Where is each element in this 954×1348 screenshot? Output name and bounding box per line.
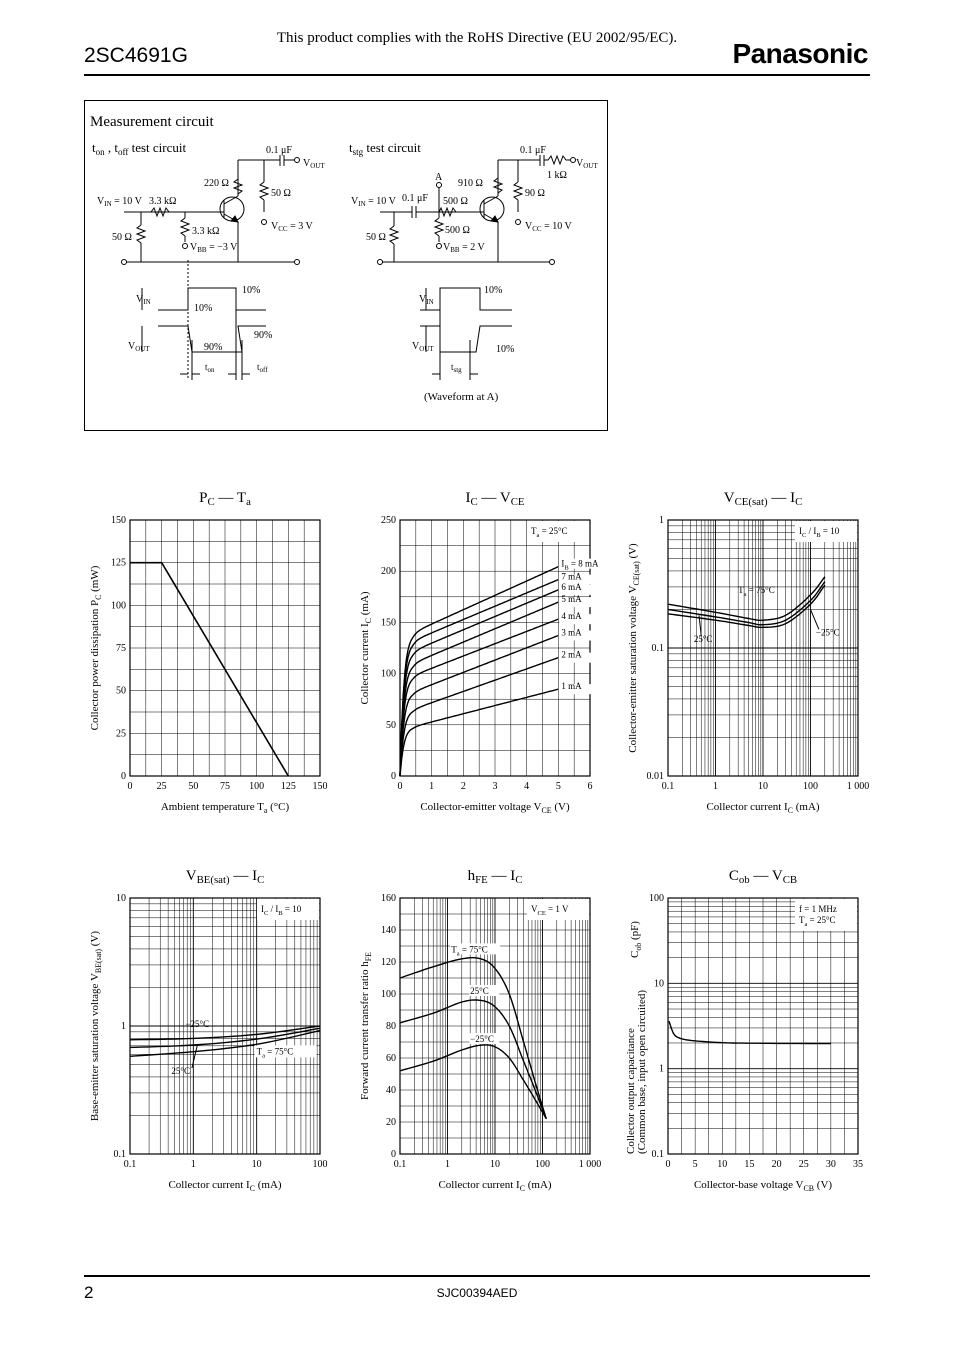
x-tick-label: 150 [312,781,328,792]
right-r-base-label: 500 Ω [443,196,468,207]
left-r-in-label: 3.3 kΩ [149,196,177,207]
label-minus25c: −25°C [185,1019,210,1030]
right-r-top-label: 910 Ω [458,178,483,189]
x-tick-label: 100 [803,781,818,792]
y-tick-label: 140 [381,925,396,936]
x-tick-label: 10 [251,1159,262,1170]
y-tick-label: 60 [386,1053,396,1064]
chart-ic-vce [354,484,604,824]
left-ton-label: $t_{on}$ [205,362,215,374]
x-tick-label: 1 [429,781,435,792]
x-tick-label: 100 [249,781,265,792]
ic-vce-legend: $T_a = 25^\circ C$ [531,526,568,539]
left-r-bias-label: 3.3 kΩ [192,226,220,237]
x-tick-label: 0 [665,1159,671,1170]
chart-pc-ta [84,484,334,824]
y-tick-label: 150 [381,617,396,629]
hfe-curve-1 [400,1000,546,1119]
right-wave-vout-label: $V_{OUT}$ [412,341,434,353]
x-tick-label: 100 [535,1159,550,1170]
x-tick-label: 20 [771,1159,782,1170]
y-tick-label: 10 [116,893,126,904]
waveform-caption: (Waveform at A) [424,391,499,403]
y-axis-label: Collector-emitter saturation voltage $V_{CE(sat)}$ (V) [627,543,641,753]
x-tick-label: 0.1 [123,1159,137,1170]
x-tick-label: 30 [825,1159,836,1170]
x-axis-label: Collector current $I_C$ (mA) [168,1179,282,1193]
left-vcc-label: $V_{CC} = 3$ V [271,221,313,233]
left-vout-label: $V_{OUT}$ [303,158,325,170]
left-r-top-label: 220 Ω [204,178,229,189]
chart-grid [400,898,590,1154]
ic-curve-label: 7 mA [561,571,582,582]
hfe-label: $T_a = 75^\circ C$ [451,944,488,958]
y-tick-label: 160 [381,893,396,904]
x-tick-label: 100 [312,1159,328,1170]
measurement-title: Measurement circuit [90,114,214,130]
y-axis-label: Forward current transfer ratio $h_{FE}$ [359,952,373,1100]
x-tick-label: 25 [798,1159,809,1170]
left-cap-label: 0.1 μF [266,145,292,156]
y-tick-label: 0.01 [646,771,664,782]
left-toff-label: $t_{off}$ [257,362,268,374]
y-axis-label: Collector power dissipation $P_C$ (mW) [89,565,103,731]
y-tick-label: 75 [116,643,126,654]
vcesat-legend: $I_C / I_B = 10$ [799,526,840,539]
part-number: 2SC4691G [84,44,188,67]
document-code: SJC00394AED [436,1286,518,1300]
y-tick-label: 80 [386,1021,396,1032]
x-tick-label: 0 [127,781,133,792]
hfe-label: −25°C [470,1034,494,1044]
y-tick-label: 25 [116,728,126,740]
x-tick-label: 1 000 [846,781,870,792]
right-r-gnd-label: 50 Ω [366,232,386,243]
x-tick-label: 5 [692,1159,698,1170]
chart-vbesat-ic [84,862,334,1202]
right-tstg-label: $t_{stg}$ [451,362,462,374]
right-10pct-a: 10% [484,285,503,296]
chart-grid [130,898,320,1154]
x-tick-label: 10 [490,1159,500,1170]
y-tick-label: 50 [116,685,126,697]
x-tick-label: 75 [220,781,230,792]
ic-curve-label: 1 mA [561,681,582,692]
hfe-legend: $V_{CE} = 1$ V [531,904,569,917]
y-tick-label: 10 [654,978,664,990]
chart-title: $I_C$ — $V_{CE}$ [465,490,525,508]
x-tick-label: 0 [397,781,403,792]
chart-title: $V_{BE(sat)}$ — $I_C$ [185,868,265,886]
x-tick-label: 1 000 [578,1159,602,1170]
tstg-heading: $t_{stg}$ test circuit [349,140,421,157]
right-r-out-label: 1 kΩ [547,170,567,181]
x-axis-label: Collector-base voltage $V_{CB}$ (V) [693,1179,833,1193]
ic-curve-label: 2 mA [561,649,582,660]
y-tick-label: 0.1 [651,1149,664,1160]
label-25c: 25°C [171,1066,190,1077]
x-tick-label: 3 [492,781,498,792]
y-tick-label: 100 [649,893,664,904]
hfe-curve-2 [400,1045,546,1119]
y-tick-label: 250 [381,515,396,526]
y-tick-label: 0 [391,771,396,782]
left-r-gnd-label: 50 Ω [112,232,132,243]
y-tick-label: 100 [111,600,126,612]
chart-title: $P_C$ — $T_a$ [199,490,251,508]
left-wave-vout-label: $V_{OUT}$ [128,341,150,353]
right-vin-label: $V_{IN} = 10$ V [351,196,396,208]
y-tick-label: 1 [121,1021,126,1032]
y-tick-label: 50 [386,719,396,731]
y-tick-label: 0.1 [651,643,664,654]
x-tick-label: 1 [445,1159,450,1170]
ic-curve-label: 4 mA [561,611,582,622]
right-r-load-label: 90 Ω [525,188,545,199]
footer-rule [84,1275,870,1277]
measurement-circuit-panel [84,100,608,431]
y-axis-label: Collector output capacitance [625,1028,637,1154]
y-tick-label: 0 [121,771,126,782]
label-25c: 25°C [693,634,713,644]
right-cap-top-label: 0.1 μF [520,145,546,156]
chart-hfe-ic [354,862,604,1202]
x-tick-label: 4 [524,781,530,792]
y-axis-label-2: (Common base, input open circuited) [636,989,648,1154]
left-waveforms [142,260,266,380]
x-tick-label: 2 [460,781,466,792]
right-vout-label: $V_{OUT}$ [576,158,598,170]
y-tick-label: 150 [111,515,126,526]
cob-legend: f = 1 MHz [799,904,837,914]
x-tick-label: 15 [744,1159,755,1170]
cob-legend: $T_a = 25^\circ C$ [799,915,836,928]
left-90pct-a: 90% [254,330,273,341]
ic-curve-label: 3 mA [561,627,582,638]
chart-title: $C_{ob}$ — $V_{CB}$ [728,868,798,886]
chart-grid [130,520,320,776]
label-ta-75: $T_a = 75^\circ C$ [738,584,775,598]
chart-grid [668,520,858,776]
node-a-label: A [435,172,443,183]
y-tick-label: 100 [381,668,396,680]
right-wave-vin-label: $V_{IN}$ [419,294,434,306]
x-tick-label: 50 [188,781,199,792]
x-axis-label: Collector current $I_C$ (mA) [438,1179,552,1193]
y-tick-label: 200 [381,566,396,578]
right-vbb-label: $V_{BB} = 2$ V [443,242,485,254]
vbesat-legend: $I_C / I_B = 10$ [261,904,302,917]
x-axis-label: Ambient temperature $T_a$ (°C) [160,801,290,815]
tstg-test-circuit [349,140,598,403]
ic-curve-label: $I_B = 8$ mA [561,558,599,572]
hfe-label: 25°C [470,986,489,996]
chart-grid [668,898,858,1154]
left-10pct-b: 10% [194,303,213,314]
x-axis-label: Collector-emitter voltage $V_{CE}$ (V) [420,801,570,815]
y-tick-label: 100 [381,989,396,1000]
chart-title: $h_{FE}$ — $I_C$ [467,868,523,886]
ton-toff-heading: $t_{on}$ , $t_{off}$ test circuit [92,140,187,157]
right-r-bias-label: 500 Ω [445,225,470,236]
header-rule [84,74,870,76]
y-tick-label: 20 [386,1117,396,1128]
x-tick-label: 125 [280,781,296,792]
ton-toff-test-circuit [92,140,325,380]
left-vbb-label: $V_{BB} = -3$ V [190,242,238,254]
y-tick-label: 120 [381,957,396,968]
y-axis-label: Collector current $I_C$ (mA) [359,591,373,705]
left-wave-vin-label: $V_{IN}$ [136,294,151,306]
y-tick-label: 1 [659,515,664,526]
x-tick-label: 25 [156,781,167,792]
x-tick-label: 10 [717,1159,728,1170]
y-tick-label: 0.1 [113,1149,126,1160]
label-ta-75: $T_a = 75^\circ C$ [256,1046,294,1060]
chart-vcesat-ic [622,484,872,824]
x-tick-label: 0.1 [393,1159,407,1170]
cob-curve [669,1021,831,1043]
x-tick-label: 10 [758,781,768,792]
x-tick-label: 35 [853,1159,863,1170]
y-axis-label-3: $C_{ob}$ (pF) [629,921,643,958]
x-tick-label: 1 [190,1159,196,1170]
right-waveforms [420,288,515,380]
rohs-note: This product complies with the RoHS Directive (EU 2002/95/EC). [276,30,678,46]
left-10pct-a: 10% [242,285,261,296]
left-90pct-b: 90% [204,342,223,353]
x-tick-label: 5 [555,781,561,792]
y-axis-label: Base-emitter saturation voltage $V_{BE(sat)}$ (V) [89,930,103,1122]
x-tick-label: 6 [587,781,593,792]
label-minus25c: −25°C [815,627,840,638]
y-tick-label: 125 [111,557,126,569]
chart-title: $V_{CE(sat)}$ — $I_C$ [723,490,803,508]
ic-curve-label: 6 mA [561,581,582,592]
left-vin-label: $V_{IN} = 10$ V [97,196,142,208]
y-tick-label: 1 [659,1063,664,1075]
page-number: 2 [84,1283,94,1302]
y-tick-label: 40 [386,1085,396,1096]
left-r-load-label: 50 Ω [271,188,291,199]
x-axis-label: Collector current $I_C$ (mA) [706,801,820,815]
panasonic-logo: Panasonic [732,38,868,69]
label-leader-minus25c [811,609,819,629]
x-tick-label: 0.1 [661,781,675,792]
right-10pct-b: 10% [496,344,515,355]
y-tick-label: 0 [391,1149,396,1160]
right-vcc-label: $V_{CC} = 10$ V [525,221,572,233]
ic-curve-label: 5 mA [561,594,582,605]
right-cap-in-label: 0.1 μF [402,193,428,204]
x-tick-label: 1 [713,781,718,792]
chart-cob-vcb [622,862,872,1202]
